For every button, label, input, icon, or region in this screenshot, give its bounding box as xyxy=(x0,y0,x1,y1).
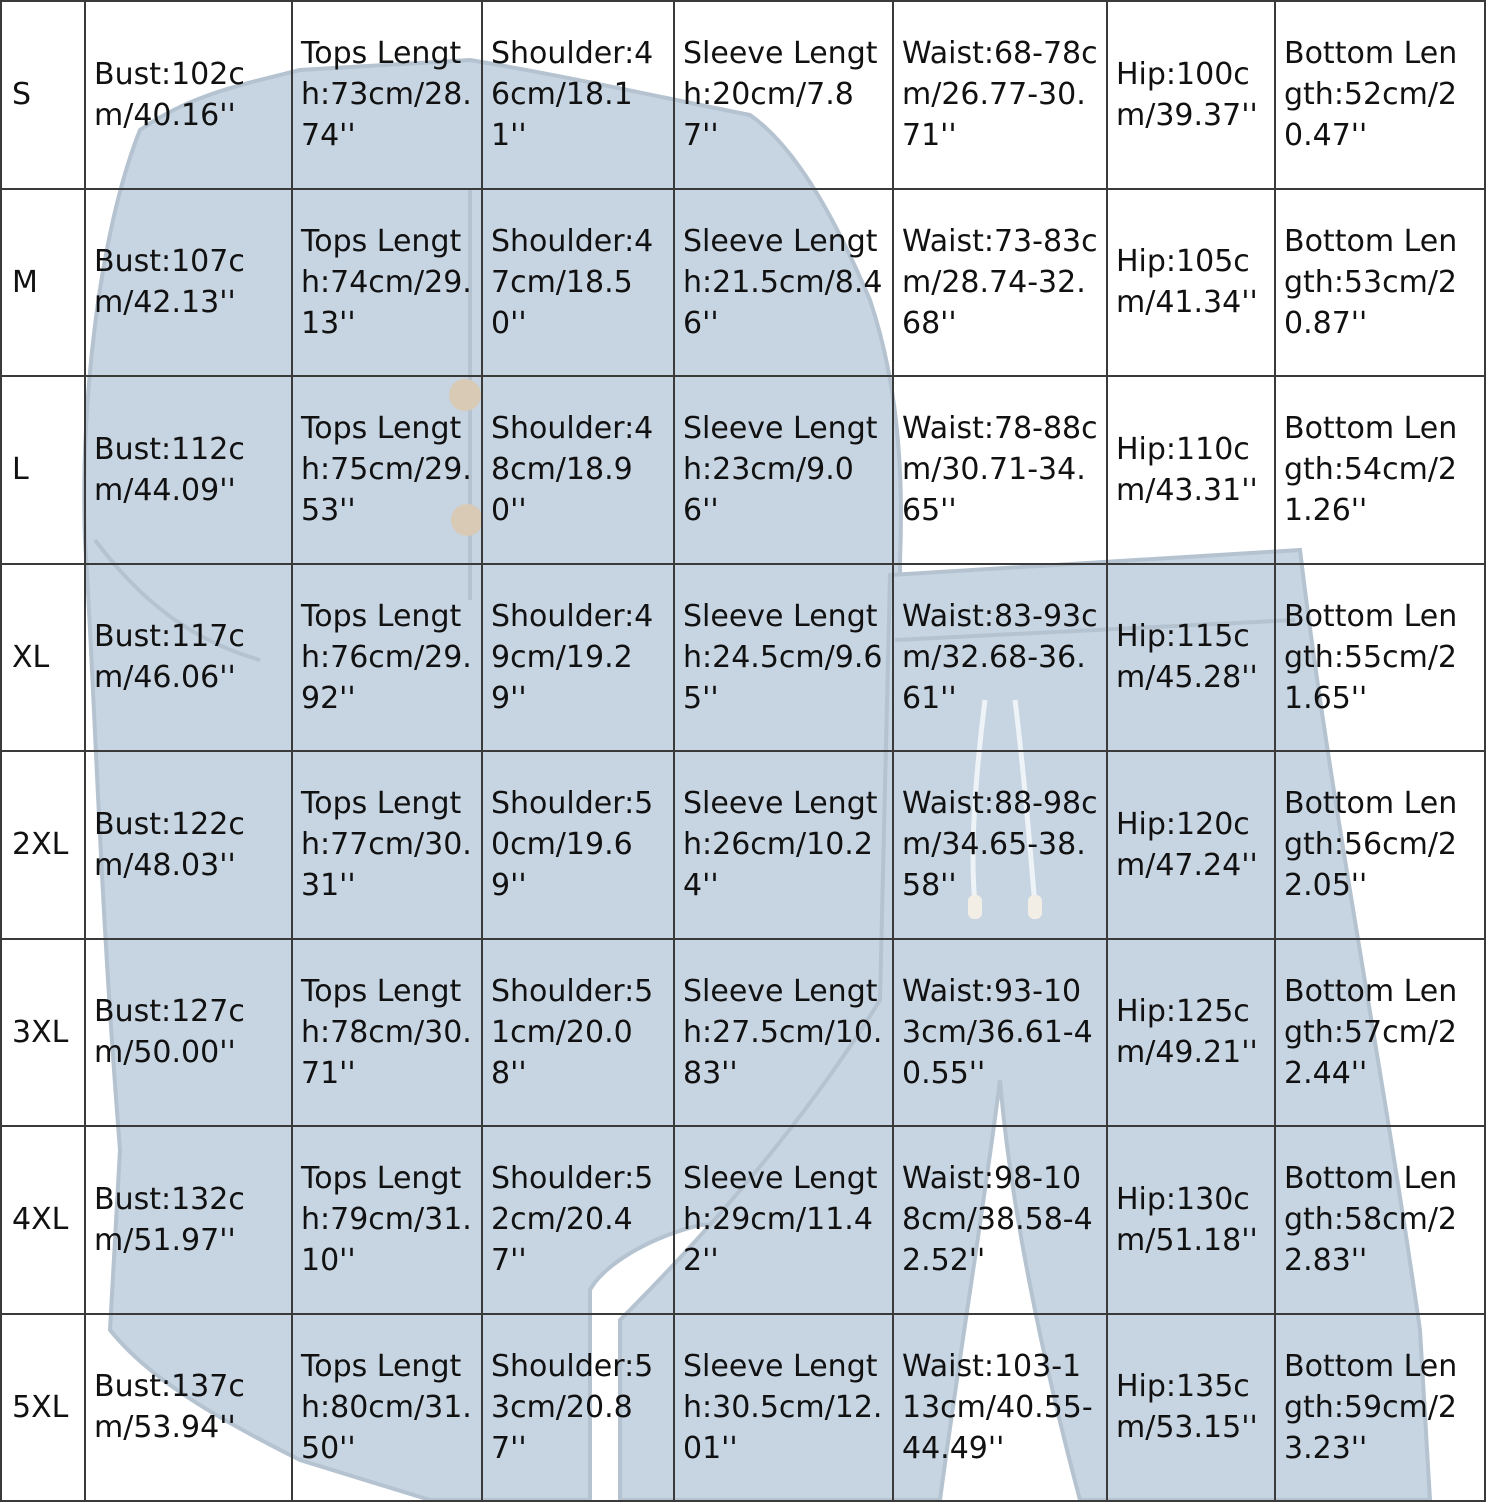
waist-cell: Waist:88-98cm/34.65-38.58'' xyxy=(893,751,1107,939)
tops-length-cell: Tops Length:74cm/29.13'' xyxy=(292,189,482,377)
sleeve-length-cell: Sleeve Length:26cm/10.24'' xyxy=(674,751,893,939)
tops-length-cell: Tops Length:78cm/30.71'' xyxy=(292,939,482,1127)
bust-cell: Bust:132cm/51.97'' xyxy=(85,1126,292,1314)
shoulder-cell: Shoulder:49cm/19.29'' xyxy=(482,564,674,752)
sleeve-length-cell: Sleeve Length:30.5cm/12.01'' xyxy=(674,1314,893,1502)
waist-cell: Waist:103-113cm/40.55-44.49'' xyxy=(893,1314,1107,1502)
bust-cell: Bust:102cm/40.16'' xyxy=(85,1,292,189)
bottom-length-cell: Bottom Length:54cm/21.26'' xyxy=(1275,376,1485,564)
size-row-s xyxy=(1,1,1485,189)
size-row-3xl xyxy=(1,939,1485,1127)
waist-cell: Waist:83-93cm/32.68-36.61'' xyxy=(893,564,1107,752)
size-row-xl xyxy=(1,564,1485,752)
tops-length-cell: Tops Length:80cm/31.50'' xyxy=(292,1314,482,1502)
sleeve-length-cell: Sleeve Length:20cm/7.87'' xyxy=(674,1,893,189)
size-label: XL xyxy=(1,564,85,752)
size-label: S xyxy=(1,1,85,189)
waist-cell: Waist:73-83cm/28.74-32.68'' xyxy=(893,189,1107,377)
sleeve-length-cell: Sleeve Length:29cm/11.42'' xyxy=(674,1126,893,1314)
bust-cell: Bust:117cm/46.06'' xyxy=(85,564,292,752)
bust-cell: Bust:107cm/42.13'' xyxy=(85,189,292,377)
bottom-length-cell: Bottom Length:55cm/21.65'' xyxy=(1275,564,1485,752)
size-label: 3XL xyxy=(1,939,85,1127)
waist-cell: Waist:78-88cm/30.71-34.65'' xyxy=(893,376,1107,564)
bottom-length-cell: Bottom Length:56cm/22.05'' xyxy=(1275,751,1485,939)
sleeve-length-cell: Sleeve Length:24.5cm/9.65'' xyxy=(674,564,893,752)
size-row-l xyxy=(1,376,1485,564)
tops-length-cell: Tops Length:73cm/28.74'' xyxy=(292,1,482,189)
hip-cell: Hip:125cm/49.21'' xyxy=(1107,939,1275,1127)
hip-cell: Hip:115cm/45.28'' xyxy=(1107,564,1275,752)
size-row-5xl xyxy=(1,1314,1485,1502)
waist-cell: Waist:93-103cm/36.61-40.55'' xyxy=(893,939,1107,1127)
tops-length-cell: Tops Length:76cm/29.92'' xyxy=(292,564,482,752)
bust-cell: Bust:127cm/50.00'' xyxy=(85,939,292,1127)
hip-cell: Hip:100cm/39.37'' xyxy=(1107,1,1275,189)
size-label: 2XL xyxy=(1,751,85,939)
bust-cell: Bust:122cm/48.03'' xyxy=(85,751,292,939)
waist-cell: Waist:68-78cm/26.77-30.71'' xyxy=(893,1,1107,189)
bust-cell: Bust:137cm/53.94'' xyxy=(85,1314,292,1502)
tops-length-cell: Tops Length:77cm/30.31'' xyxy=(292,751,482,939)
sleeve-length-cell: Sleeve Length:21.5cm/8.46'' xyxy=(674,189,893,377)
bottom-length-cell: Bottom Length:52cm/20.47'' xyxy=(1275,1,1485,189)
sleeve-length-cell: Sleeve Length:27.5cm/10.83'' xyxy=(674,939,893,1127)
size-label: 5XL xyxy=(1,1314,85,1502)
bottom-length-cell: Bottom Length:57cm/22.44'' xyxy=(1275,939,1485,1127)
shoulder-cell: Shoulder:48cm/18.90'' xyxy=(482,376,674,564)
shoulder-cell: Shoulder:46cm/18.11'' xyxy=(482,1,674,189)
tops-length-cell: Tops Length:75cm/29.53'' xyxy=(292,376,482,564)
shoulder-cell: Shoulder:50cm/19.69'' xyxy=(482,751,674,939)
tops-length-cell: Tops Length:79cm/31.10'' xyxy=(292,1126,482,1314)
shoulder-cell: Shoulder:53cm/20.87'' xyxy=(482,1314,674,1502)
bottom-length-cell: Bottom Length:59cm/23.23'' xyxy=(1275,1314,1485,1502)
size-label: 4XL xyxy=(1,1126,85,1314)
shoulder-cell: Shoulder:52cm/20.47'' xyxy=(482,1126,674,1314)
shoulder-cell: Shoulder:51cm/20.08'' xyxy=(482,939,674,1127)
hip-cell: Hip:135cm/53.15'' xyxy=(1107,1314,1275,1502)
sleeve-length-cell: Sleeve Length:23cm/9.06'' xyxy=(674,376,893,564)
size-label: M xyxy=(1,189,85,377)
shoulder-cell: Shoulder:47cm/18.50'' xyxy=(482,189,674,377)
hip-cell: Hip:105cm/41.34'' xyxy=(1107,189,1275,377)
hip-cell: Hip:110cm/43.31'' xyxy=(1107,376,1275,564)
bottom-length-cell: Bottom Length:53cm/20.87'' xyxy=(1275,189,1485,377)
hip-cell: Hip:130cm/51.18'' xyxy=(1107,1126,1275,1314)
bust-cell: Bust:112cm/44.09'' xyxy=(85,376,292,564)
waist-cell: Waist:98-108cm/38.58-42.52'' xyxy=(893,1126,1107,1314)
size-row-m xyxy=(1,189,1485,377)
bottom-length-cell: Bottom Length:58cm/22.83'' xyxy=(1275,1126,1485,1314)
size-row-4xl xyxy=(1,1126,1485,1314)
size-label: L xyxy=(1,376,85,564)
size-row-2xl xyxy=(1,751,1485,939)
hip-cell: Hip:120cm/47.24'' xyxy=(1107,751,1275,939)
